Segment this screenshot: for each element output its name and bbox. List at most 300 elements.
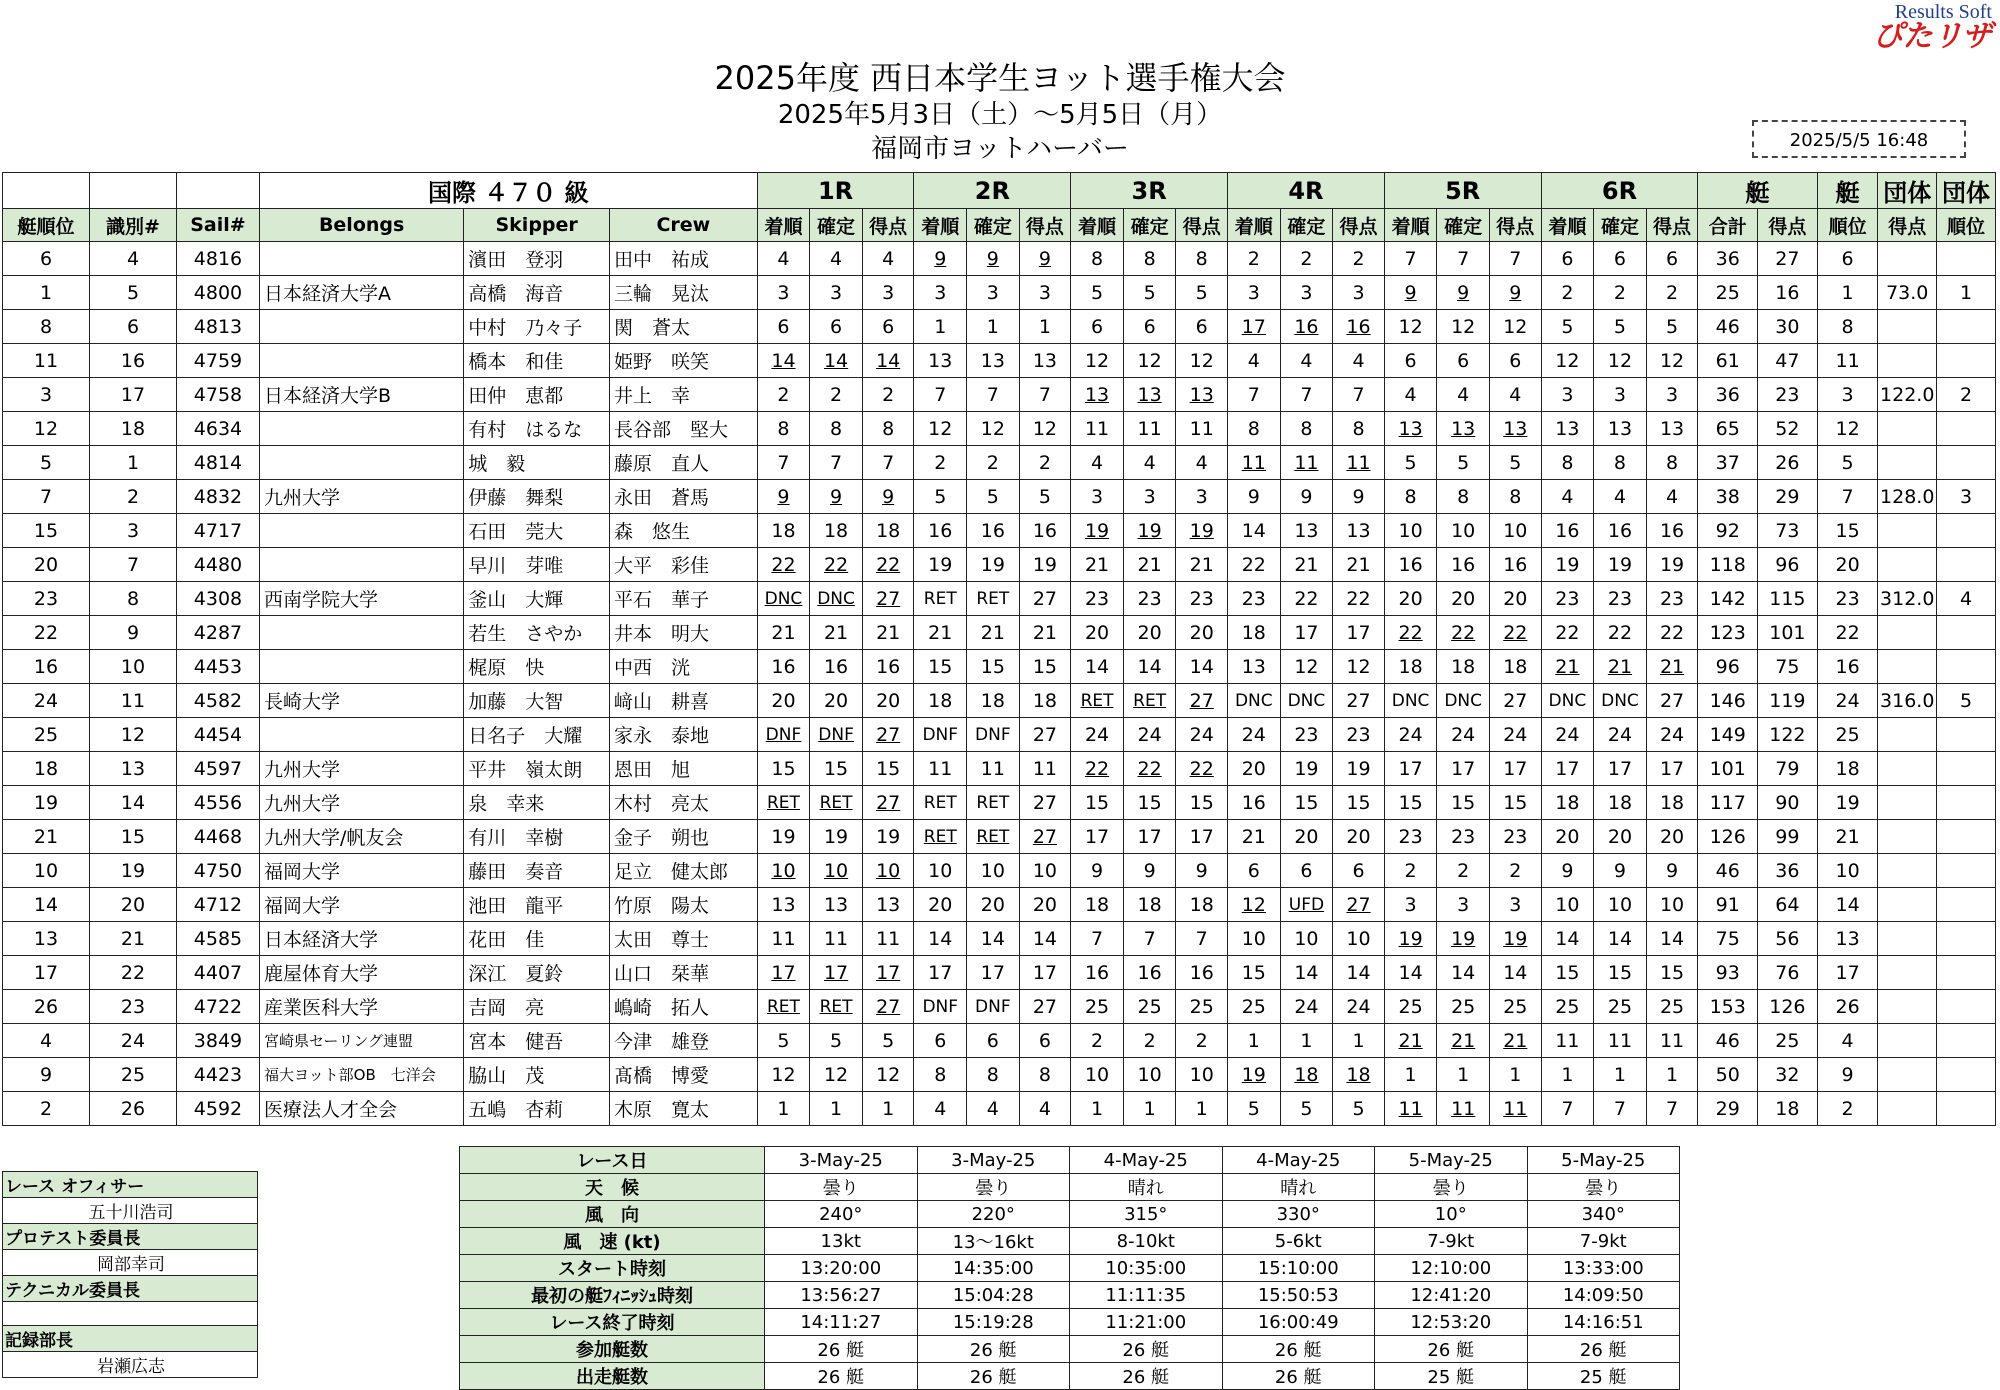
total-cell: 91 — [1698, 888, 1758, 922]
race-4-cell: 19 — [1228, 1058, 1281, 1092]
id-cell: 15 — [90, 820, 177, 854]
crew-cell: 木原 寛太 — [609, 1092, 757, 1126]
race-4-cell: 24 — [1228, 718, 1281, 752]
race-6-cell: 15 — [1541, 956, 1594, 990]
race-5-cell: 21 — [1489, 1024, 1541, 1058]
race-2-cell: 21 — [967, 616, 1020, 650]
net-points-cell: 76 — [1758, 956, 1818, 990]
team-rank-cell — [1937, 1024, 1996, 1058]
race-4-cell: 4 — [1280, 344, 1333, 378]
race-4-cell: 13 — [1280, 514, 1333, 548]
race-info-label: レース終了時刻 — [460, 1309, 765, 1336]
id-cell: 25 — [90, 1058, 177, 1092]
race-4-cell: 18 — [1280, 1058, 1333, 1092]
race-1-cell: 3 — [757, 276, 810, 310]
race-5-cell: 11 — [1437, 1092, 1490, 1126]
race-5-cell: 11 — [1384, 1092, 1437, 1126]
table-row — [3, 684, 1996, 718]
crew-cell: 永田 蒼馬 — [609, 480, 757, 514]
race-2-cell: 8 — [967, 1058, 1020, 1092]
race-5-cell: 24 — [1489, 718, 1541, 752]
skipper-cell: 中村 乃々子 — [464, 310, 610, 344]
skipper-cell: 有川 幸樹 — [464, 820, 610, 854]
table-row — [3, 718, 1996, 752]
total-cell: 92 — [1698, 514, 1758, 548]
race-info-value: 7-9kt — [1375, 1228, 1528, 1255]
team-rank-cell: 4 — [1937, 582, 1996, 616]
race-1-cell: 14 — [810, 344, 863, 378]
race-info-value: 26 艇 — [1375, 1336, 1528, 1363]
race-4-cell: 5 — [1228, 1092, 1281, 1126]
race-2-cell: 7 — [967, 378, 1020, 412]
official-label: 記録部長 — [3, 1326, 258, 1352]
final-rank-cell: 3 — [1817, 378, 1878, 412]
race-2-cell: 1 — [1019, 310, 1071, 344]
event-venue: 福岡市ヨットハーバー — [871, 134, 1129, 164]
race-2-cell: RET — [914, 786, 967, 820]
race-4-cell: DNC — [1280, 684, 1333, 718]
race-info-value: 12:53:20 — [1375, 1309, 1528, 1336]
race-4-cell: 16 — [1333, 310, 1385, 344]
race-2-cell: 1 — [967, 310, 1020, 344]
race-6-cell: 5 — [1646, 310, 1698, 344]
id-cell: 8 — [90, 582, 177, 616]
team-points-cell — [1878, 888, 1937, 922]
race-3-cell: 19 — [1176, 514, 1228, 548]
event-dates: 2025年5月3日（土）～5月5日（月） — [777, 100, 1223, 130]
race-3-cell: 6 — [1176, 310, 1228, 344]
crew-cell: 中西 洸 — [609, 650, 757, 684]
race-2-cell: 27 — [1019, 820, 1071, 854]
race-2-cell: 6 — [914, 1024, 967, 1058]
final-rank-cell: 24 — [1817, 684, 1878, 718]
boat-rank-cell: 23 — [3, 582, 90, 616]
skipper-cell: 宮本 健吾 — [464, 1024, 610, 1058]
race-3-cell: 10 — [1123, 1058, 1176, 1092]
race-6-cell: 23 — [1541, 582, 1594, 616]
race-4-cell: 1 — [1280, 1024, 1333, 1058]
race-header-3: 3R — [1071, 173, 1228, 209]
col-header-points: 得点 — [1489, 209, 1541, 242]
race-5-cell: 15 — [1489, 786, 1541, 820]
id-cell: 1 — [90, 446, 177, 480]
table-row — [3, 990, 1996, 1024]
race-3-cell: 21 — [1123, 548, 1176, 582]
crew-cell: 今津 雄登 — [609, 1024, 757, 1058]
race-6-cell: 1 — [1646, 1058, 1698, 1092]
team-rank-cell — [1937, 990, 1996, 1024]
race-2-cell: 19 — [967, 548, 1020, 582]
race-5-cell: 16 — [1437, 548, 1490, 582]
race-1-cell: 17 — [862, 956, 914, 990]
race-4-cell: 20 — [1280, 820, 1333, 854]
total-cell: 50 — [1698, 1058, 1758, 1092]
skipper-cell: 濱田 登羽 — [464, 242, 610, 276]
race-2-cell: 1 — [914, 310, 967, 344]
race-1-cell: 22 — [810, 548, 863, 582]
col-header-team_rank: 順位 — [1937, 209, 1996, 242]
race-2-cell: 4 — [1019, 1092, 1071, 1126]
race-1-cell: 10 — [862, 854, 914, 888]
race-3-cell: 8 — [1071, 242, 1124, 276]
belongs-cell: 宮崎県セーリング連盟 — [259, 1024, 463, 1058]
id-cell: 11 — [90, 684, 177, 718]
race-6-cell: 25 — [1646, 990, 1698, 1024]
race-6-cell: 15 — [1646, 956, 1698, 990]
race-4-cell: 11 — [1280, 446, 1333, 480]
class-name: 国際 ４７０ 級 — [259, 173, 757, 209]
boat-rank-cell: 13 — [3, 922, 90, 956]
race-1-cell: 21 — [757, 616, 810, 650]
race-info-value: 220° — [917, 1201, 1070, 1228]
race-info-label: 風 向 — [460, 1201, 765, 1228]
team-points-cell: 122.0 — [1878, 378, 1937, 412]
race-3-cell: 11 — [1071, 412, 1124, 446]
boat-rank-cell: 1 — [3, 276, 90, 310]
table-row — [3, 1024, 1996, 1058]
race-6-cell: 11 — [1594, 1024, 1647, 1058]
race-5-cell: 24 — [1384, 718, 1437, 752]
race-5-cell: 8 — [1437, 480, 1490, 514]
boat-rank-cell: 4 — [3, 1024, 90, 1058]
race-2-cell: 18 — [1019, 684, 1071, 718]
table-row — [3, 854, 1996, 888]
race-4-cell: 25 — [1228, 990, 1281, 1024]
id-cell: 9 — [90, 616, 177, 650]
final-rank-cell: 1 — [1817, 276, 1878, 310]
race-2-cell: 5 — [1019, 480, 1071, 514]
belongs-cell: 産業医科大学 — [259, 990, 463, 1024]
race-6-cell: 11 — [1541, 1024, 1594, 1058]
skipper-cell: 有村 はるな — [464, 412, 610, 446]
race-1-cell: 20 — [757, 684, 810, 718]
race-5-cell: 14 — [1437, 956, 1490, 990]
race-2-cell: 4 — [967, 1092, 1020, 1126]
race-3-cell: 6 — [1123, 310, 1176, 344]
col-header-finish: 着順 — [1384, 209, 1437, 242]
sail-cell: 4308 — [177, 582, 260, 616]
race-4-cell: 6 — [1228, 854, 1281, 888]
race-6-cell: DNC — [1594, 684, 1647, 718]
col-header-net: 得点 — [1758, 209, 1818, 242]
crew-cell: 恩田 旭 — [609, 752, 757, 786]
race-1-cell: 13 — [757, 888, 810, 922]
race-info-label: 天 候 — [460, 1174, 765, 1201]
total-cell: 36 — [1698, 242, 1758, 276]
race-2-cell: 16 — [914, 514, 967, 548]
race-6-cell: 20 — [1594, 820, 1647, 854]
race-2-cell: 27 — [1019, 990, 1071, 1024]
race-2-cell: 12 — [914, 412, 967, 446]
race-4-cell: 13 — [1333, 514, 1385, 548]
final-rank-cell: 20 — [1817, 548, 1878, 582]
race-3-cell: 13 — [1071, 378, 1124, 412]
race-4-cell: 18 — [1333, 1058, 1385, 1092]
skipper-cell: 石田 莞大 — [464, 514, 610, 548]
race-4-cell: 23 — [1333, 718, 1385, 752]
race-4-cell: 22 — [1280, 582, 1333, 616]
race-5-cell: 13 — [1489, 412, 1541, 446]
race-5-cell: 21 — [1437, 1024, 1490, 1058]
race-info-value: 26 艇 — [1222, 1336, 1375, 1363]
race-6-cell: 13 — [1541, 412, 1594, 446]
table-row — [3, 820, 1996, 854]
race-info-value: 25 艇 — [1527, 1363, 1680, 1390]
race-5-cell: 25 — [1489, 990, 1541, 1024]
race-3-cell: 5 — [1123, 276, 1176, 310]
race-6-cell: 25 — [1541, 990, 1594, 1024]
race-5-cell: 6 — [1437, 344, 1490, 378]
team-rank-cell — [1937, 956, 1996, 990]
race-4-cell: 17 — [1228, 310, 1281, 344]
race-5-cell: 10 — [1437, 514, 1490, 548]
official-label-row — [3, 1172, 258, 1198]
col-header-confirmed: 確定 — [1437, 209, 1490, 242]
race-5-cell: 6 — [1489, 344, 1541, 378]
race-info-value: 13kt — [765, 1228, 918, 1255]
crew-cell: 金子 朔也 — [609, 820, 757, 854]
belongs-cell: 福大ヨット部OB 七洋会 — [259, 1058, 463, 1092]
race-3-cell: 8 — [1123, 242, 1176, 276]
final-rank-cell: 6 — [1817, 242, 1878, 276]
race-6-cell: 8 — [1594, 446, 1647, 480]
boat-rank-cell: 8 — [3, 310, 90, 344]
skipper-cell: 釜山 大輝 — [464, 582, 610, 616]
race-info-value: 8-10kt — [1070, 1228, 1223, 1255]
race-1-cell: 9 — [757, 480, 810, 514]
race-4-cell: 17 — [1333, 616, 1385, 650]
final-rank-cell: 10 — [1817, 854, 1878, 888]
id-cell: 13 — [90, 752, 177, 786]
race-2-cell: 15 — [1019, 650, 1071, 684]
race-1-cell: 27 — [862, 582, 914, 616]
race-6-cell: 15 — [1594, 956, 1647, 990]
race-4-cell: 1 — [1333, 1024, 1385, 1058]
race-2-cell: 21 — [914, 616, 967, 650]
race-3-cell: 17 — [1123, 820, 1176, 854]
race-info-row — [460, 1201, 1680, 1228]
boat-rank-cell: 22 — [3, 616, 90, 650]
race-6-cell: 27 — [1646, 684, 1698, 718]
race-info-value: 26 艇 — [1222, 1363, 1375, 1390]
race-5-cell: 2 — [1489, 854, 1541, 888]
race-6-cell: 19 — [1594, 548, 1647, 582]
race-6-cell: DNC — [1541, 684, 1594, 718]
net-points-cell: 101 — [1758, 616, 1818, 650]
race-6-cell: 9 — [1541, 854, 1594, 888]
race-2-cell: 14 — [1019, 922, 1071, 956]
race-5-cell: 4 — [1489, 378, 1541, 412]
race-3-cell: 12 — [1176, 344, 1228, 378]
race-4-cell: 21 — [1228, 820, 1281, 854]
race-2-cell: 21 — [1019, 616, 1071, 650]
race-info-value: 曇り — [917, 1174, 1070, 1201]
race-3-cell: 15 — [1123, 786, 1176, 820]
race-5-cell: 19 — [1489, 922, 1541, 956]
race-3-cell: 9 — [1176, 854, 1228, 888]
race-6-cell: 20 — [1646, 820, 1698, 854]
race-1-cell: DNF — [810, 718, 863, 752]
sail-cell: 4758 — [177, 378, 260, 412]
race-1-cell: 27 — [862, 718, 914, 752]
race-info-value: 11:21:00 — [1070, 1309, 1223, 1336]
race-2-cell: 7 — [1019, 378, 1071, 412]
total-cell: 142 — [1698, 582, 1758, 616]
race-4-cell: 23 — [1280, 718, 1333, 752]
sail-cell: 4634 — [177, 412, 260, 446]
race-1-cell: 5 — [810, 1024, 863, 1058]
race-2-cell: RET — [914, 582, 967, 616]
race-6-cell: 21 — [1594, 650, 1647, 684]
race-6-cell: 4 — [1541, 480, 1594, 514]
table-row — [3, 616, 1996, 650]
race-5-cell: 3 — [1489, 888, 1541, 922]
sail-cell: 4592 — [177, 1092, 260, 1126]
final-rank-cell: 15 — [1817, 514, 1878, 548]
race-3-cell: RET — [1071, 684, 1124, 718]
race-5-cell: 22 — [1489, 616, 1541, 650]
net-points-cell: 64 — [1758, 888, 1818, 922]
race-header-5: 5R — [1384, 173, 1541, 209]
race-6-cell: 6 — [1541, 242, 1594, 276]
total-cell: 146 — [1698, 684, 1758, 718]
race-4-cell: 10 — [1333, 922, 1385, 956]
race-info-row — [460, 1174, 1680, 1201]
race-info-value: 晴れ — [1070, 1174, 1223, 1201]
team-points-cell — [1878, 412, 1937, 446]
race-2-cell: 17 — [914, 956, 967, 990]
race-4-cell: 11 — [1228, 446, 1281, 480]
race-4-cell: 21 — [1280, 548, 1333, 582]
race-2-cell: 27 — [1019, 786, 1071, 820]
race-5-cell: 18 — [1489, 650, 1541, 684]
belongs-cell — [259, 514, 463, 548]
race-3-cell: 4 — [1071, 446, 1124, 480]
crew-cell: 田中 祐成 — [609, 242, 757, 276]
race-info-label: スタート時刻 — [460, 1255, 765, 1282]
race-4-cell: 14 — [1228, 514, 1281, 548]
race-6-cell: 14 — [1646, 922, 1698, 956]
skipper-cell: 加藤 大智 — [464, 684, 610, 718]
race-6-cell: 22 — [1646, 616, 1698, 650]
sail-cell: 4556 — [177, 786, 260, 820]
race-6-cell: 5 — [1594, 310, 1647, 344]
race-4-cell: 8 — [1333, 412, 1385, 446]
race-2-cell: 9 — [1019, 242, 1071, 276]
race-3-cell: 14 — [1176, 650, 1228, 684]
race-1-cell: 22 — [862, 548, 914, 582]
race-6-cell: 12 — [1541, 344, 1594, 378]
boat-rank-cell: 17 — [3, 956, 90, 990]
race-5-cell: DNC — [1437, 684, 1490, 718]
race-2-cell: 13 — [967, 344, 1020, 378]
net-points-cell: 122 — [1758, 718, 1818, 752]
crew-cell: 大平 彩佳 — [609, 548, 757, 582]
race-1-cell: 1 — [810, 1092, 863, 1126]
race-2-cell: 16 — [967, 514, 1020, 548]
skipper-cell: 花田 佳 — [464, 922, 610, 956]
race-2-cell: 17 — [967, 956, 1020, 990]
race-3-cell: 22 — [1071, 752, 1124, 786]
table-row — [3, 446, 1996, 480]
col-header-points: 得点 — [1176, 209, 1228, 242]
team-points-cell — [1878, 752, 1937, 786]
race-6-cell: 3 — [1646, 378, 1698, 412]
net-points-cell: 18 — [1758, 1092, 1818, 1126]
timestamp-box: 2025/5/5 16:48 — [1752, 120, 1966, 158]
boat-rank-cell: 3 — [3, 378, 90, 412]
table-row — [3, 480, 1996, 514]
race-6-cell: 18 — [1646, 786, 1698, 820]
race-2-cell: 8 — [914, 1058, 967, 1092]
race-1-cell: 7 — [757, 446, 810, 480]
race-5-cell: 25 — [1384, 990, 1437, 1024]
col-header-team_points: 得点 — [1878, 209, 1937, 242]
race-5-cell: 5 — [1384, 446, 1437, 480]
race-info-value: 曇り — [765, 1174, 918, 1201]
race-4-cell: 7 — [1280, 378, 1333, 412]
race-4-cell: 20 — [1333, 820, 1385, 854]
final-rank-cell: 9 — [1817, 1058, 1878, 1092]
race-4-cell: UFD — [1280, 888, 1333, 922]
sail-cell: 4597 — [177, 752, 260, 786]
team-points-cell — [1878, 854, 1937, 888]
belongs-cell — [259, 242, 463, 276]
race-6-cell: 4 — [1594, 480, 1647, 514]
race-1-cell: 13 — [862, 888, 914, 922]
skipper-cell: 城 毅 — [464, 446, 610, 480]
team-points-cell — [1878, 446, 1937, 480]
race-4-cell: 12 — [1280, 650, 1333, 684]
sail-cell: 4750 — [177, 854, 260, 888]
team-points-cell — [1878, 242, 1937, 276]
belongs-cell: 長崎大学 — [259, 684, 463, 718]
col-header-confirmed: 確定 — [1594, 209, 1647, 242]
race-info-value: 340° — [1527, 1201, 1680, 1228]
race-5-cell: 9 — [1384, 276, 1437, 310]
race-5-cell: 20 — [1489, 582, 1541, 616]
race-2-cell: 11 — [1019, 752, 1071, 786]
race-6-cell: 3 — [1594, 378, 1647, 412]
race-info-value: 14:35:00 — [917, 1255, 1070, 1282]
race-3-cell: 1 — [1176, 1092, 1228, 1126]
race-2-cell: 14 — [967, 922, 1020, 956]
race-info-value: 26 艇 — [1070, 1363, 1223, 1390]
table-row — [3, 650, 1996, 684]
total-cell: 46 — [1698, 310, 1758, 344]
race-2-cell: 18 — [967, 684, 1020, 718]
team-rank-cell — [1937, 548, 1996, 582]
race-5-cell: 27 — [1489, 684, 1541, 718]
race-1-cell: 18 — [810, 514, 863, 548]
race-info-value: 26 艇 — [1070, 1336, 1223, 1363]
boat-rank-cell: 10 — [3, 854, 90, 888]
race-1-cell: 18 — [757, 514, 810, 548]
race-3-cell: 19 — [1071, 514, 1124, 548]
net-points-cell: 90 — [1758, 786, 1818, 820]
race-4-cell: 5 — [1280, 1092, 1333, 1126]
race-1-cell: 6 — [810, 310, 863, 344]
team-points-cell — [1878, 344, 1937, 378]
race-5-cell: 25 — [1437, 990, 1490, 1024]
team-points-cell — [1878, 616, 1937, 650]
race-1-cell: 20 — [862, 684, 914, 718]
race-4-cell: 4 — [1333, 344, 1385, 378]
race-5-cell: 19 — [1384, 922, 1437, 956]
final-rank-cell: 14 — [1817, 888, 1878, 922]
race-6-cell: 17 — [1594, 752, 1647, 786]
race-6-cell: 13 — [1646, 412, 1698, 446]
